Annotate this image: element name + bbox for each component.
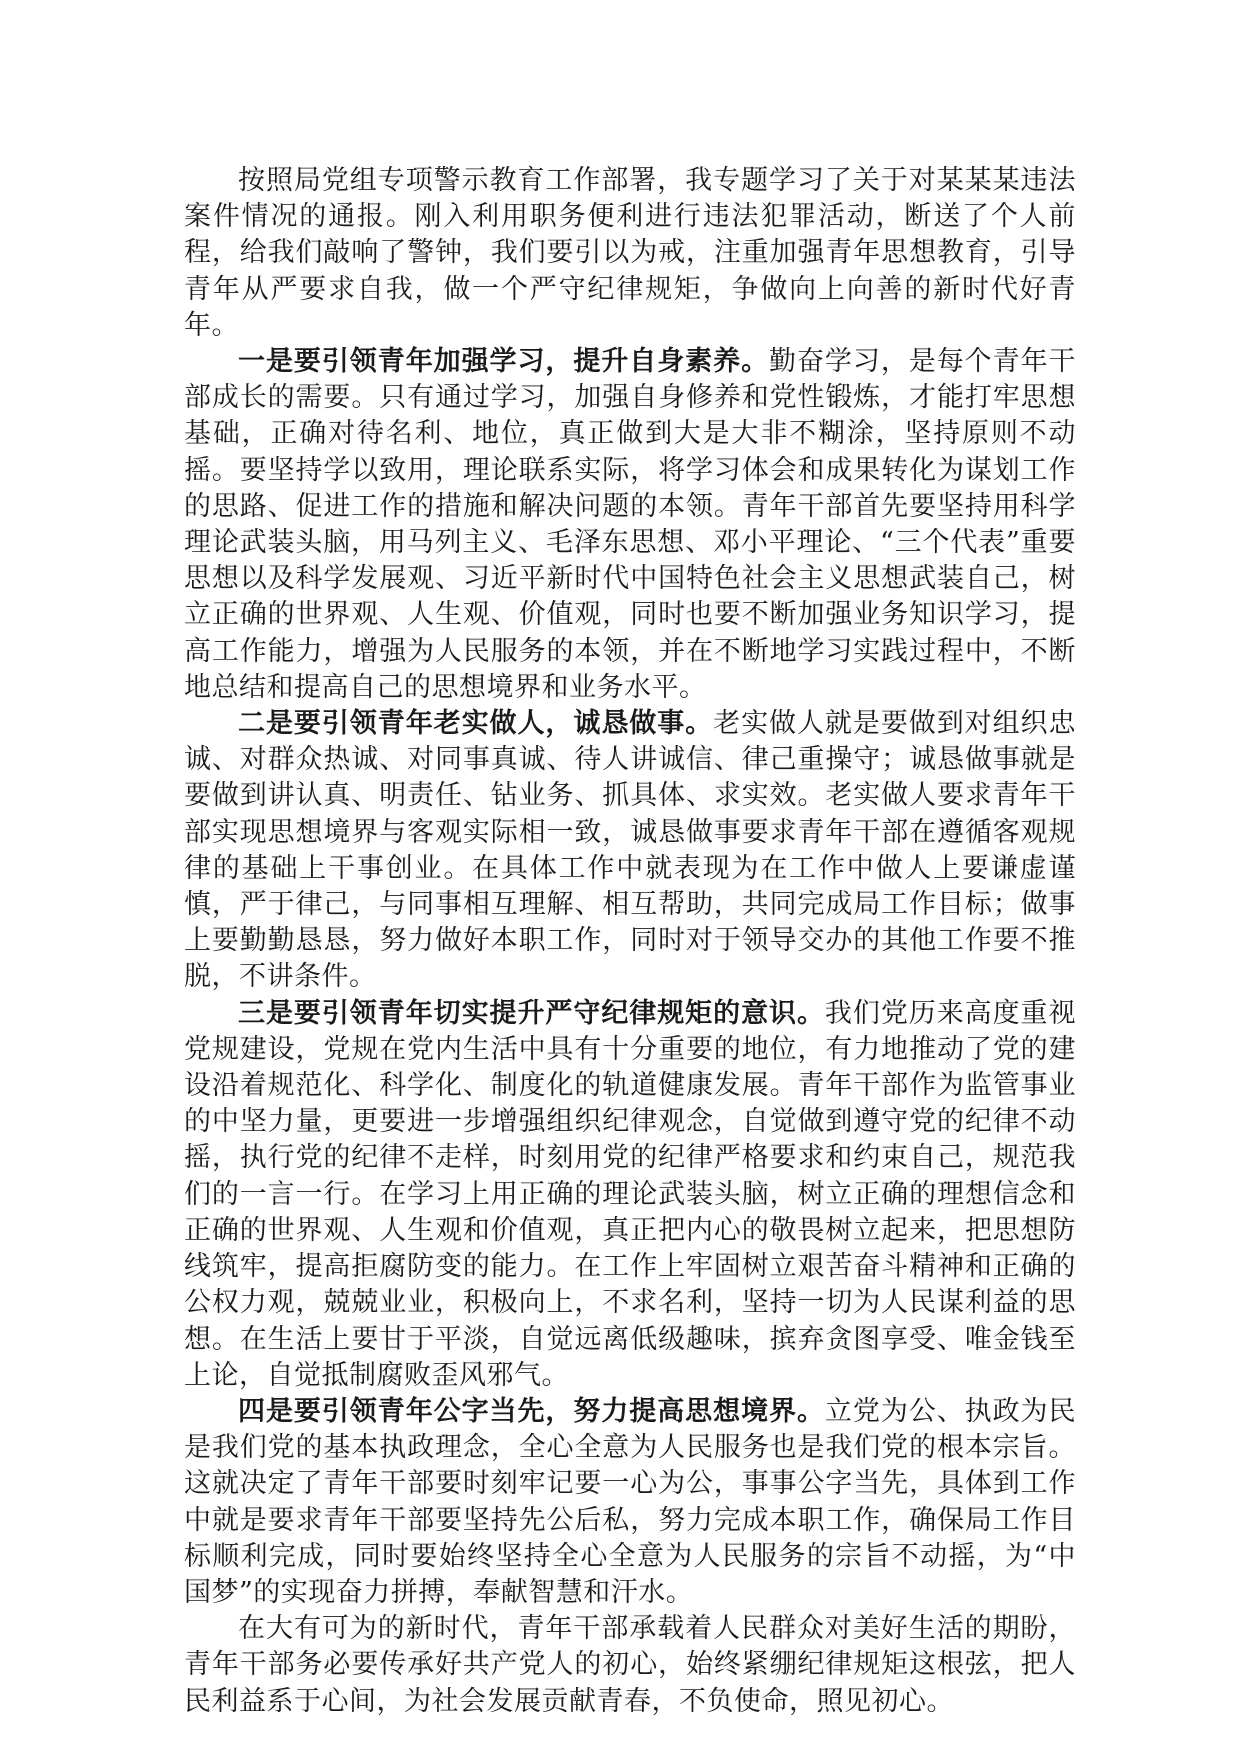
paragraph-point-four bbox=[184, 1394, 1076, 1611]
paragraph-conclusion bbox=[184, 1611, 1076, 1720]
paragraph-point-one bbox=[184, 344, 1076, 706]
paragraph-body: 老实做人就是要做到对组织忠诚、对群众热诚、对同事真诚、待人讲诚信、律己重操守；诚恳做事就是要做到讲认真、明责任、钻业务、抓具体、求实效。老实做人要求青年干部实现思想境界与客观实际相一致，诚恳做事要求青年干部在遵循客观规律的基础上干事创业。在具体工作中就表现为在工作中做人上要谦虚谨慎，严于律己，与同事相互理解、相互帮助，共同完成局工作目标；做事上要勤勤恳恳，努力做好本职工作，同时对于领导交办的其他工作要不推脱，不讲条件。 bbox=[184, 708, 1077, 993]
paragraph-heading: 三是要引领青年切实提升严守纪律规矩的意识。 bbox=[238, 997, 825, 1029]
paragraph-point-two bbox=[184, 706, 1076, 996]
paragraph-body: 在大有可为的新时代，青年干部承载着人民群众对美好生活的期盼，青年干部务必要传承好共产党人的初心，始终紧绷纪律规矩这根弦，把人民利益系于心间，为社会发展贡献青春，不负使命，照见初心。 bbox=[184, 1613, 1076, 1717]
paragraph-body: 我们党历来高度重视党规建设，党规在党内生活中具有十分重要的地位，有力地推动了党的建设沿着规范化、科学化、制度化的轨道健康发展。青年干部作为监管事业的中坚力量，更要进一步增强组织纪律观念，自觉做到遵守党的纪律不动摇，执行党的纪律不走样，时刻用党的纪律严格要求和约束自己，规范我们的一言一行。在学习上用正确的理论武装头脑，树立正确的理想信念和正确的世界观、人生观和价值观，真正把内心的敬畏树立起来，把思想防线筑牢，提高拒腐防变的能力。在工作上牢固树立艰苦奋斗精神和正确的公权力观，兢兢业业，积极向上，不求名利，坚持一切为人民谋利益的思想。在生活上要甘于平淡，自觉远离低级趣味，摈弃贪图享受、唯金钱至上论，自觉抵制腐败歪风邪气。 bbox=[184, 997, 1077, 1391]
paragraph-intro bbox=[184, 163, 1076, 344]
paragraph-body: 按照局党组专项警示教育工作部署，我专题学习了关于对某某某违法案件情况的通报。刚入利用职务便利进行违法犯罪活动，断送了个人前程，给我们敲响了警钟，我们要引以为戒，注重加强青年思想教育，引导青年从严要求自我，做一个严守纪律规矩，争做向上向善的新时代好青年。 bbox=[184, 165, 1076, 341]
paragraph-point-three bbox=[184, 996, 1076, 1394]
document-page bbox=[184, 163, 1076, 1720]
paragraph-heading: 四是要引领青年公字当先，努力提高思想境界。 bbox=[238, 1395, 825, 1427]
paragraph-heading: 二是要引领青年老实做人，诚恳做事。 bbox=[238, 708, 714, 740]
paragraph-body: 立党为公、执政为民是我们党的基本执政理念，全心全意为人民服务也是我们党的根本宗旨。这就决定了青年干部要时刻牢记要一心为公，事事公字当先，具体到工作中就是要求青年干部要坚持先公后私，努力完成本职工作，确保局工作目标顺利完成，同时要始终坚持全心全意为人民服务的宗旨不动摇，为“中国梦”的实现奋力拼搏，奉献智慧和汗水。 bbox=[184, 1395, 1077, 1608]
paragraph-heading: 一是要引领青年加强学习，提升自身素养。 bbox=[238, 346, 770, 378]
paragraph-body: 勤奋学习，是每个青年干部成长的需要。只有通过学习，加强自身修养和党性锻炼，才能打牢思想基础，正确对待名利、地位，真正做到大是大非不糊涂，坚持原则不动摇。要坚持学以致用，理论联系实际，将学习体会和成果转化为谋划工作的思路、促进工作的措施和解决问题的本领。青年干部首先要坚持用科学理论武装头脑，用马列主义、毛泽东思想、邓小平理论、“三个代表”重要思想以及科学发展观、习近平新时代中国特色社会主义思想武装自己，树立正确的世界观、人生观、价值观，同时也要不断加强业务知识学习，提高工作能力，增强为人民服务的本领，并在不断地学习实践过程中，不断地总结和提高自己的思想境界和业务水平。 bbox=[184, 346, 1077, 703]
